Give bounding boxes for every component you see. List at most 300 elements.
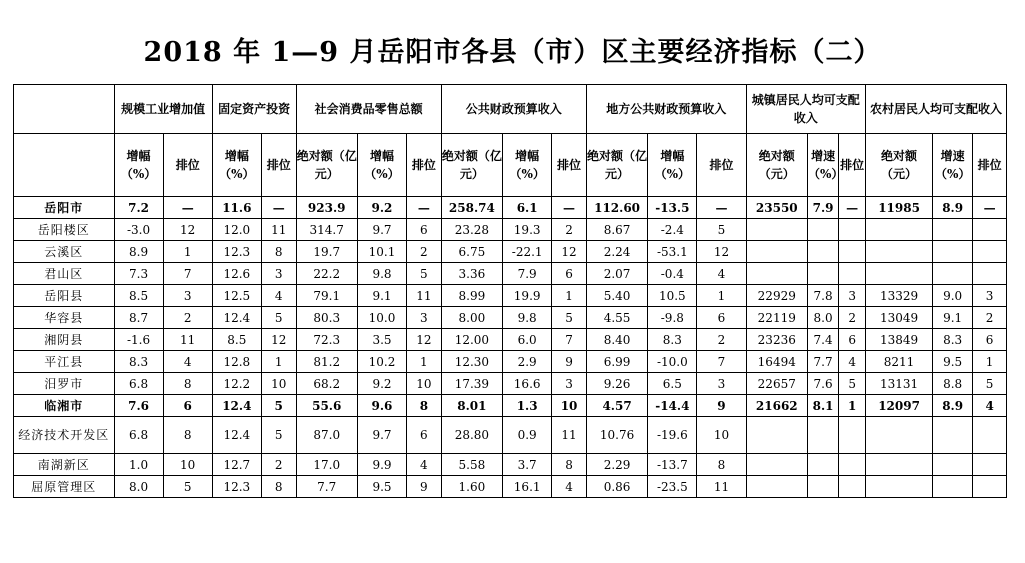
table-cell: 12.3 bbox=[212, 241, 261, 263]
table-cell bbox=[746, 454, 807, 476]
table-cell: 1 bbox=[697, 285, 746, 307]
table-cell: 6.99 bbox=[586, 351, 647, 373]
table-cell: 12.7 bbox=[212, 454, 261, 476]
table-cell: 5 bbox=[973, 373, 1007, 395]
table-cell bbox=[866, 417, 933, 454]
table-cell: 8.8 bbox=[933, 373, 973, 395]
table-cell: 314.7 bbox=[296, 219, 357, 241]
table-cell: 3 bbox=[261, 263, 296, 285]
table-cell: 3 bbox=[163, 285, 212, 307]
table-cell: -10.0 bbox=[648, 351, 697, 373]
table-cell: — bbox=[163, 197, 212, 219]
table-cell bbox=[973, 263, 1007, 285]
table-cell: 2 bbox=[839, 307, 866, 329]
table-cell: — bbox=[839, 197, 866, 219]
sub-header-cell: 绝对额（亿元） bbox=[441, 134, 502, 197]
sub-header-cell: 增幅（%） bbox=[212, 134, 261, 197]
table-cell bbox=[839, 263, 866, 285]
table-cell bbox=[746, 417, 807, 454]
table-cell: 12.4 bbox=[212, 395, 261, 417]
table-cell: 2 bbox=[407, 241, 442, 263]
table-cell: 9.8 bbox=[357, 263, 406, 285]
table-cell: 7 bbox=[552, 329, 587, 351]
table-cell: 3.5 bbox=[357, 329, 406, 351]
table-row bbox=[14, 307, 1007, 329]
table-cell: 1 bbox=[973, 351, 1007, 373]
table-cell: -13.7 bbox=[648, 454, 697, 476]
table-cell bbox=[839, 454, 866, 476]
table-cell: 22119 bbox=[746, 307, 807, 329]
region-name-cell: 屈原管理区 bbox=[14, 476, 115, 498]
table-cell: 6.5 bbox=[648, 373, 697, 395]
group-header-rural-income: 农村居民人均可支配收入 bbox=[866, 85, 1007, 134]
table-cell: 9.1 bbox=[933, 307, 973, 329]
sub-header-row bbox=[14, 134, 1007, 197]
table-cell: 12.8 bbox=[212, 351, 261, 373]
sub-header-cell: 排位 bbox=[163, 134, 212, 197]
region-subheader-cell bbox=[14, 134, 115, 197]
table-cell: 12.6 bbox=[212, 263, 261, 285]
table-row bbox=[14, 329, 1007, 351]
table-cell: 8.01 bbox=[441, 395, 502, 417]
table-cell: 4 bbox=[261, 285, 296, 307]
table-cell: 7.9 bbox=[503, 263, 552, 285]
table-cell: 9.9 bbox=[357, 454, 406, 476]
table-cell: 1.3 bbox=[503, 395, 552, 417]
table-cell: 7.8 bbox=[807, 285, 838, 307]
table-cell bbox=[839, 241, 866, 263]
table-cell: 8 bbox=[697, 454, 746, 476]
table-cell: 10.0 bbox=[357, 307, 406, 329]
table-cell: 2 bbox=[697, 329, 746, 351]
sub-header-cell: 增速（%） bbox=[807, 134, 838, 197]
table-cell: 55.6 bbox=[296, 395, 357, 417]
sub-header-cell: 排位 bbox=[973, 134, 1007, 197]
table-cell bbox=[866, 219, 933, 241]
table-cell: 16.6 bbox=[503, 373, 552, 395]
table-row bbox=[14, 285, 1007, 307]
table-cell: 8.3 bbox=[648, 329, 697, 351]
table-cell: 8.0 bbox=[114, 476, 163, 498]
table-row bbox=[14, 395, 1007, 417]
table-cell bbox=[807, 454, 838, 476]
table-cell: 8.7 bbox=[114, 307, 163, 329]
table-cell: 8.0 bbox=[807, 307, 838, 329]
sub-header-cell: 绝对额（元） bbox=[866, 134, 933, 197]
table-cell bbox=[866, 454, 933, 476]
table-cell: 5 bbox=[839, 373, 866, 395]
table-cell: 9.5 bbox=[357, 476, 406, 498]
table-cell: 9.5 bbox=[933, 351, 973, 373]
table-cell: 2.24 bbox=[586, 241, 647, 263]
table-cell: 8.00 bbox=[441, 307, 502, 329]
table-cell bbox=[933, 417, 973, 454]
table-cell bbox=[746, 219, 807, 241]
table-cell: 3.36 bbox=[441, 263, 502, 285]
table-cell bbox=[973, 454, 1007, 476]
table-cell: 19.7 bbox=[296, 241, 357, 263]
region-name-cell: 岳阳县 bbox=[14, 285, 115, 307]
table-cell: 16.1 bbox=[503, 476, 552, 498]
table-cell: 6.8 bbox=[114, 373, 163, 395]
table-cell: 11.6 bbox=[212, 197, 261, 219]
table-cell: 9.7 bbox=[357, 417, 406, 454]
table-cell: 8.99 bbox=[441, 285, 502, 307]
table-cell bbox=[807, 417, 838, 454]
table-row bbox=[14, 417, 1007, 454]
table-cell: 9 bbox=[407, 476, 442, 498]
table-cell: 10.2 bbox=[357, 351, 406, 373]
table-cell bbox=[866, 476, 933, 498]
table-row bbox=[14, 454, 1007, 476]
table-cell: -3.0 bbox=[114, 219, 163, 241]
sub-header-cell: 增速（%） bbox=[933, 134, 973, 197]
table-cell: 5 bbox=[261, 417, 296, 454]
table-cell: 12.4 bbox=[212, 307, 261, 329]
table-cell: 2 bbox=[261, 454, 296, 476]
table-cell: 6 bbox=[552, 263, 587, 285]
group-header-public-revenue: 公共财政预算收入 bbox=[441, 85, 586, 134]
table-cell: 2.07 bbox=[586, 263, 647, 285]
table-row bbox=[14, 197, 1007, 219]
table-cell: 4 bbox=[407, 454, 442, 476]
table-cell bbox=[933, 476, 973, 498]
sub-header-cell: 绝对额（亿元） bbox=[586, 134, 647, 197]
table-cell: 10 bbox=[407, 373, 442, 395]
table-cell: 9.2 bbox=[357, 373, 406, 395]
table-cell: 6 bbox=[839, 329, 866, 351]
table-cell: 22657 bbox=[746, 373, 807, 395]
table-cell: 19.3 bbox=[503, 219, 552, 241]
table-cell: 23.28 bbox=[441, 219, 502, 241]
region-name-cell: 君山区 bbox=[14, 263, 115, 285]
table-cell: 7.7 bbox=[296, 476, 357, 498]
table-cell: 8.5 bbox=[212, 329, 261, 351]
table-cell: -13.5 bbox=[648, 197, 697, 219]
table-cell: 80.3 bbox=[296, 307, 357, 329]
table-cell: 8.9 bbox=[114, 241, 163, 263]
table-cell bbox=[973, 241, 1007, 263]
table-cell: 3 bbox=[407, 307, 442, 329]
table-cell: 6 bbox=[407, 219, 442, 241]
table-cell: 8 bbox=[163, 417, 212, 454]
table-cell: 8 bbox=[261, 241, 296, 263]
table-cell: 12 bbox=[697, 241, 746, 263]
table-cell: 4.55 bbox=[586, 307, 647, 329]
table-cell: 3 bbox=[552, 373, 587, 395]
table-cell: 4.57 bbox=[586, 395, 647, 417]
table-cell: 4 bbox=[973, 395, 1007, 417]
table-cell: 10 bbox=[163, 454, 212, 476]
table-cell bbox=[933, 454, 973, 476]
table-cell: 6.0 bbox=[503, 329, 552, 351]
table-cell bbox=[839, 476, 866, 498]
table-cell: 11 bbox=[697, 476, 746, 498]
table-cell: 7.6 bbox=[114, 395, 163, 417]
table-cell: 4 bbox=[163, 351, 212, 373]
table-cell bbox=[807, 476, 838, 498]
table-cell: 8.67 bbox=[586, 219, 647, 241]
table-cell: 13049 bbox=[866, 307, 933, 329]
table-cell: 11 bbox=[552, 417, 587, 454]
table-cell: 9.8 bbox=[503, 307, 552, 329]
table-cell: 7.7 bbox=[807, 351, 838, 373]
table-cell: 9.7 bbox=[357, 219, 406, 241]
table-cell: 2 bbox=[552, 219, 587, 241]
table-cell: 6.1 bbox=[503, 197, 552, 219]
table-cell: 11 bbox=[407, 285, 442, 307]
table-cell: 6 bbox=[973, 329, 1007, 351]
table-cell: 2.9 bbox=[503, 351, 552, 373]
table-cell: 2 bbox=[163, 307, 212, 329]
table-cell: 11985 bbox=[866, 197, 933, 219]
sub-header-cell: 增幅（%） bbox=[357, 134, 406, 197]
table-cell bbox=[973, 476, 1007, 498]
table-cell bbox=[933, 241, 973, 263]
table-cell: 9.0 bbox=[933, 285, 973, 307]
table-cell: 3 bbox=[973, 285, 1007, 307]
table-row bbox=[14, 476, 1007, 498]
table-row bbox=[14, 241, 1007, 263]
table-cell: 5 bbox=[261, 307, 296, 329]
table-cell: 8.9 bbox=[933, 395, 973, 417]
table-cell bbox=[866, 263, 933, 285]
table-cell: 23236 bbox=[746, 329, 807, 351]
table-cell: 12.2 bbox=[212, 373, 261, 395]
table-cell: 9 bbox=[552, 351, 587, 373]
table-cell: -23.5 bbox=[648, 476, 697, 498]
table-cell: 9.26 bbox=[586, 373, 647, 395]
table-cell: 2 bbox=[973, 307, 1007, 329]
table-cell: 4 bbox=[839, 351, 866, 373]
table-cell: 5.58 bbox=[441, 454, 502, 476]
table-cell: 1 bbox=[407, 351, 442, 373]
table-cell: 3 bbox=[697, 373, 746, 395]
region-name-cell: 南湖新区 bbox=[14, 454, 115, 476]
region-name-cell: 华容县 bbox=[14, 307, 115, 329]
table-cell: 72.3 bbox=[296, 329, 357, 351]
table-row bbox=[14, 351, 1007, 373]
table-cell: 8.3 bbox=[933, 329, 973, 351]
table-cell: 13329 bbox=[866, 285, 933, 307]
table-cell: 11 bbox=[163, 329, 212, 351]
table-cell: 12.00 bbox=[441, 329, 502, 351]
table-cell: 1 bbox=[839, 395, 866, 417]
table-cell: 258.74 bbox=[441, 197, 502, 219]
region-name-cell: 湘阴县 bbox=[14, 329, 115, 351]
sub-header-cell: 排位 bbox=[261, 134, 296, 197]
table-cell: 8.3 bbox=[114, 351, 163, 373]
table-cell: 1 bbox=[261, 351, 296, 373]
table-cell: 6 bbox=[163, 395, 212, 417]
table-row bbox=[14, 263, 1007, 285]
table-cell: — bbox=[697, 197, 746, 219]
table-cell: 8 bbox=[407, 395, 442, 417]
table-cell: 1.0 bbox=[114, 454, 163, 476]
table-cell: 12.0 bbox=[212, 219, 261, 241]
table-cell: — bbox=[407, 197, 442, 219]
table-cell: 28.80 bbox=[441, 417, 502, 454]
table-cell: 8.5 bbox=[114, 285, 163, 307]
table-cell bbox=[933, 263, 973, 285]
table-cell: 9 bbox=[697, 395, 746, 417]
table-cell: -0.4 bbox=[648, 263, 697, 285]
table-cell bbox=[839, 417, 866, 454]
table-cell: 4 bbox=[697, 263, 746, 285]
table-cell: 87.0 bbox=[296, 417, 357, 454]
sub-header-cell: 排位 bbox=[407, 134, 442, 197]
table-cell: 10 bbox=[261, 373, 296, 395]
table-cell bbox=[973, 219, 1007, 241]
table-cell: 7.9 bbox=[807, 197, 838, 219]
table-row bbox=[14, 219, 1007, 241]
table-cell: 9.6 bbox=[357, 395, 406, 417]
region-name-cell: 岳阳楼区 bbox=[14, 219, 115, 241]
table-cell: 12.5 bbox=[212, 285, 261, 307]
table-cell: 8.40 bbox=[586, 329, 647, 351]
table-cell: 8 bbox=[261, 476, 296, 498]
table-cell: 8211 bbox=[866, 351, 933, 373]
table-cell: 0.9 bbox=[503, 417, 552, 454]
sub-header-cell: 排位 bbox=[839, 134, 866, 197]
table-cell: 4 bbox=[552, 476, 587, 498]
group-header-row bbox=[14, 85, 1007, 134]
economic-indicators-table bbox=[13, 84, 1007, 498]
table-cell: 17.39 bbox=[441, 373, 502, 395]
table-cell bbox=[746, 263, 807, 285]
page-title: 2018 年 1—9 月岳阳市各县（市）区主要经济指标（二） bbox=[143, 37, 882, 68]
table-cell bbox=[746, 476, 807, 498]
group-header-industrial: 规模工业增加值 bbox=[114, 85, 212, 134]
table-cell: 7.3 bbox=[114, 263, 163, 285]
table-cell: 9.1 bbox=[357, 285, 406, 307]
table-cell: 112.60 bbox=[586, 197, 647, 219]
table-cell: 5 bbox=[261, 395, 296, 417]
table-cell: 6 bbox=[407, 417, 442, 454]
table-cell: 2.29 bbox=[586, 454, 647, 476]
table-cell: 7 bbox=[163, 263, 212, 285]
table-cell: 11 bbox=[261, 219, 296, 241]
table-cell: 1 bbox=[163, 241, 212, 263]
table-row bbox=[14, 373, 1007, 395]
table-cell: 7.2 bbox=[114, 197, 163, 219]
table-cell: 10.1 bbox=[357, 241, 406, 263]
table-cell bbox=[807, 263, 838, 285]
region-name-cell: 临湘市 bbox=[14, 395, 115, 417]
sub-header-cell: 增幅（%） bbox=[648, 134, 697, 197]
table-cell: 16494 bbox=[746, 351, 807, 373]
table-cell: — bbox=[552, 197, 587, 219]
table-cell: 10.76 bbox=[586, 417, 647, 454]
region-name-cell: 岳阳市 bbox=[14, 197, 115, 219]
region-header-cell bbox=[14, 85, 115, 134]
table-cell bbox=[807, 219, 838, 241]
table-cell: 7.6 bbox=[807, 373, 838, 395]
table-cell: 12 bbox=[261, 329, 296, 351]
table-cell: 12 bbox=[407, 329, 442, 351]
table-cell: 5.40 bbox=[586, 285, 647, 307]
table-cell: 68.2 bbox=[296, 373, 357, 395]
group-header-urban-income: 城镇居民人均可支配收入 bbox=[746, 85, 866, 134]
table-cell: 7 bbox=[697, 351, 746, 373]
table-cell: 19.9 bbox=[503, 285, 552, 307]
table-cell: 5 bbox=[407, 263, 442, 285]
table-cell: 7.4 bbox=[807, 329, 838, 351]
region-name-cell: 平江县 bbox=[14, 351, 115, 373]
table-cell: 3 bbox=[839, 285, 866, 307]
table-cell: 22929 bbox=[746, 285, 807, 307]
table-cell: 12 bbox=[552, 241, 587, 263]
table-cell: 13849 bbox=[866, 329, 933, 351]
table-cell: 6 bbox=[697, 307, 746, 329]
table-cell: 8.9 bbox=[933, 197, 973, 219]
table-cell: 8 bbox=[552, 454, 587, 476]
table-cell: 21662 bbox=[746, 395, 807, 417]
table-cell bbox=[746, 241, 807, 263]
table-cell: 3.7 bbox=[503, 454, 552, 476]
table-cell: 12.30 bbox=[441, 351, 502, 373]
table-cell: -22.1 bbox=[503, 241, 552, 263]
table-cell: -2.4 bbox=[648, 219, 697, 241]
table-cell: — bbox=[973, 197, 1007, 219]
table-cell bbox=[933, 219, 973, 241]
table-cell: — bbox=[261, 197, 296, 219]
table-cell: 12.4 bbox=[212, 417, 261, 454]
table-cell bbox=[866, 241, 933, 263]
region-name-cell: 云溪区 bbox=[14, 241, 115, 263]
table-cell: 5 bbox=[163, 476, 212, 498]
table-cell bbox=[839, 219, 866, 241]
table-cell: 6.8 bbox=[114, 417, 163, 454]
sub-header-cell: 绝对额（元） bbox=[746, 134, 807, 197]
table-cell: 10.5 bbox=[648, 285, 697, 307]
sub-header-cell: 增幅（%） bbox=[114, 134, 163, 197]
table-cell: -9.8 bbox=[648, 307, 697, 329]
region-name-cell: 汨罗市 bbox=[14, 373, 115, 395]
sub-header-cell: 排位 bbox=[697, 134, 746, 197]
table-cell: 81.2 bbox=[296, 351, 357, 373]
sub-header-cell: 排位 bbox=[552, 134, 587, 197]
table-cell bbox=[973, 417, 1007, 454]
region-name-cell: 经济技术开发区 bbox=[14, 417, 115, 454]
table-cell: 8.1 bbox=[807, 395, 838, 417]
table-cell: 17.0 bbox=[296, 454, 357, 476]
sub-header-cell: 绝对额（亿元） bbox=[296, 134, 357, 197]
table-cell: -14.4 bbox=[648, 395, 697, 417]
table-cell: 12 bbox=[163, 219, 212, 241]
group-header-local-revenue: 地方公共财政预算收入 bbox=[586, 85, 746, 134]
group-header-fixed-investment: 固定资产投资 bbox=[212, 85, 296, 134]
group-header-retail-sales: 社会消费品零售总额 bbox=[296, 85, 441, 134]
table-cell: 10 bbox=[697, 417, 746, 454]
table-cell: 9.2 bbox=[357, 197, 406, 219]
table-cell: 5 bbox=[697, 219, 746, 241]
table-cell: 8 bbox=[163, 373, 212, 395]
table-cell: 22.2 bbox=[296, 263, 357, 285]
table-cell: 12097 bbox=[866, 395, 933, 417]
table-cell: -19.6 bbox=[648, 417, 697, 454]
table-cell bbox=[807, 241, 838, 263]
table-cell: 23550 bbox=[746, 197, 807, 219]
table-cell: 6.75 bbox=[441, 241, 502, 263]
sub-header-cell: 增幅（%） bbox=[503, 134, 552, 197]
table-cell: 13131 bbox=[866, 373, 933, 395]
table-cell: -53.1 bbox=[648, 241, 697, 263]
table-cell: -1.6 bbox=[114, 329, 163, 351]
table-cell: 923.9 bbox=[296, 197, 357, 219]
table-cell: 79.1 bbox=[296, 285, 357, 307]
table-cell: 12.3 bbox=[212, 476, 261, 498]
